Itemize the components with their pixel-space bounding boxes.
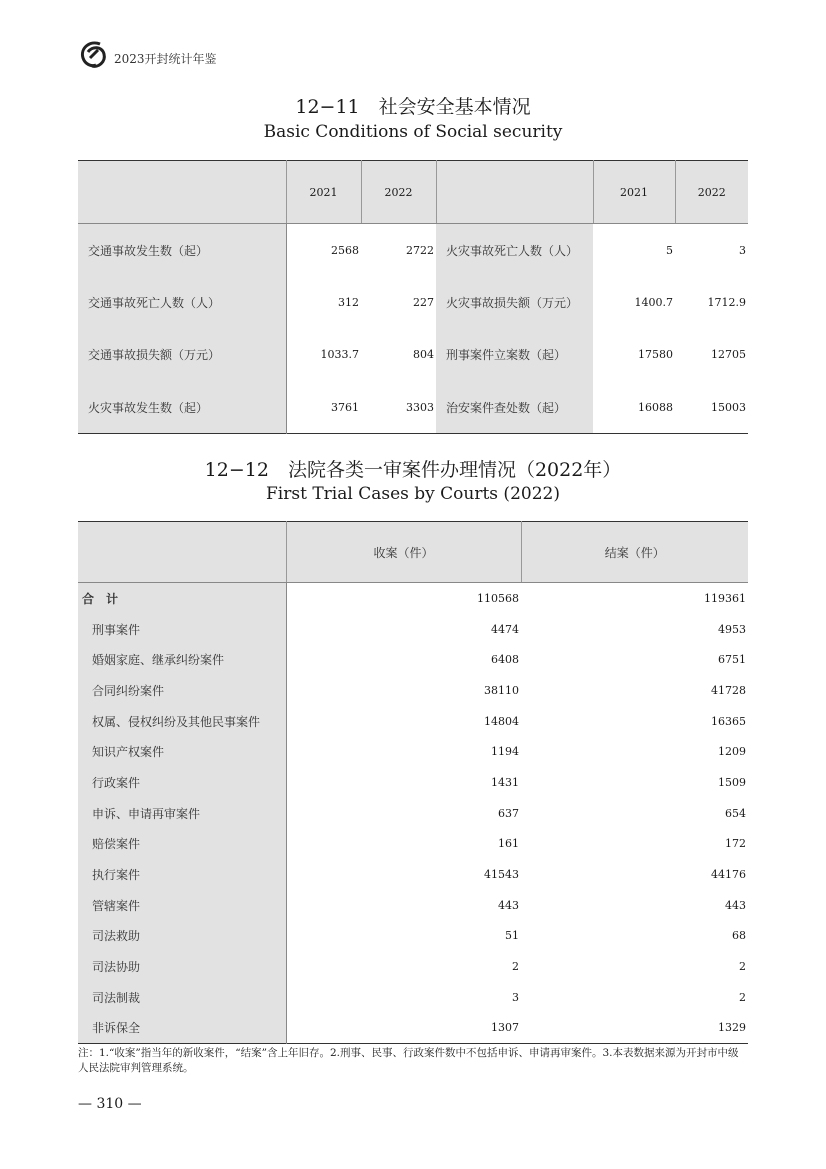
cell-value: 44176: [711, 868, 746, 882]
table1-header-year: 2021: [286, 161, 361, 224]
cell-value: 1307: [286, 1013, 521, 1044]
cell-value: 1329: [718, 1021, 746, 1035]
court-cases-table: [78, 521, 748, 1044]
cell-value: 17580: [638, 348, 673, 361]
cell-value: 2: [286, 951, 521, 982]
book-title: 2023开封统计年鉴: [114, 52, 217, 66]
cell-value: 443: [286, 890, 521, 921]
row-label: 非诉保全: [78, 1013, 286, 1044]
row-label: 司法协助: [78, 951, 286, 982]
row-label: 管辖案件: [78, 890, 286, 921]
table-row: [78, 328, 748, 382]
cell-value: 4474: [286, 614, 521, 645]
cell-value: 16365: [711, 714, 746, 728]
cell-value: 6408: [286, 644, 521, 675]
cell-value: 2568: [286, 224, 361, 278]
cell-value: 172: [725, 837, 746, 851]
row-label: 交通事故死亡人数（人）: [78, 278, 286, 328]
row-label: 申诉、申请再审案件: [78, 798, 286, 829]
table-row: [78, 278, 748, 328]
table-row: [78, 829, 748, 860]
cell-value: 804: [413, 348, 434, 361]
table-row: [78, 614, 748, 645]
row-label: 婚姻家庭、继承纠纷案件: [78, 644, 286, 675]
table-row: [78, 706, 748, 737]
cell-value: 312: [286, 278, 361, 328]
cell-value: 41728: [711, 683, 746, 697]
table-row: [78, 1013, 748, 1044]
cell-value: 637: [286, 798, 521, 829]
cell-value: 38110: [286, 675, 521, 706]
table2-en-title: First Trial Cases by Courts (2022): [266, 484, 560, 504]
table-row: [78, 767, 748, 798]
page-header: [78, 40, 378, 74]
row-label: 火灾事故死亡人数（人）: [436, 224, 593, 278]
table-row: [78, 951, 748, 982]
cell-value: 1400.7: [634, 296, 673, 309]
cell-value: 1194: [286, 736, 521, 767]
cell-value: 16088: [638, 400, 673, 414]
row-label: 合 计: [78, 583, 286, 614]
cell-value: 6751: [718, 653, 746, 667]
table2-cn-title: 12−12 法院各类一审案件办理情况（2022年）: [204, 459, 622, 481]
row-label: 司法救助: [78, 921, 286, 952]
cell-value: 3303: [406, 400, 434, 414]
cell-value: 443: [725, 898, 746, 912]
row-label: 火灾事故发生数（起）: [78, 382, 286, 434]
table2-header-received: 收案（件）: [286, 522, 521, 583]
row-label: 合同纠纷案件: [78, 675, 286, 706]
cell-value: 3761: [286, 382, 361, 434]
table1-header-year: 2021: [593, 161, 675, 224]
cell-value: 227: [413, 296, 434, 309]
table-row: [78, 798, 748, 829]
cell-value: 1431: [286, 767, 521, 798]
yearbook-logo-icon: [78, 40, 108, 70]
row-label: 火灾事故损失额（万元）: [436, 278, 593, 328]
cell-value: 3: [739, 244, 746, 258]
table-row: [78, 982, 748, 1013]
table-row: [78, 859, 748, 890]
table1-header-blank-left: [78, 161, 286, 224]
table2-header-closed: 结案（件）: [521, 522, 748, 583]
cell-value: 119361: [704, 591, 746, 605]
cell-value: 1033.7: [286, 328, 361, 382]
cell-value: 3: [286, 982, 521, 1013]
cell-value: 4953: [718, 622, 746, 636]
row-label: 刑事案件: [78, 614, 286, 645]
cell-value: 161: [286, 829, 521, 860]
table-row: [78, 675, 748, 706]
cell-value: 2722: [406, 244, 434, 258]
page-number: — 310 —: [78, 1096, 142, 1112]
table-row: [78, 921, 748, 952]
cell-value: 15003: [711, 400, 746, 414]
row-label: 权属、侵权纠纷及其他民事案件: [78, 706, 286, 737]
cell-value: 12705: [711, 348, 746, 361]
table1-header-year: 2022: [361, 161, 436, 224]
social-security-table: [78, 160, 748, 434]
cell-value: 1509: [718, 775, 746, 789]
table-footnote: 注：1.“收案”指当年的新收案件，“结案”含上年旧存。2.刑事、民事、行政案件数中不包括申诉、申请再审案件。3.本表数据来源为开封市中级人民法院审判管理系统。: [78, 1047, 739, 1074]
row-label: 执行案件: [78, 859, 286, 890]
row-label: 行政案件: [78, 767, 286, 798]
cell-value: 654: [725, 806, 746, 820]
table2-header-blank: [78, 522, 286, 583]
cell-value: 51: [286, 921, 521, 952]
table-row: [78, 224, 748, 278]
cell-value: 2: [739, 990, 746, 1004]
table-row-total: [78, 583, 748, 614]
cell-value: 2: [739, 960, 746, 974]
row-label: 交通事故损失额（万元）: [78, 328, 286, 382]
cell-value: 5: [666, 244, 673, 258]
cell-value: 41543: [286, 859, 521, 890]
cell-value: 68: [732, 929, 746, 943]
row-label: 刑事案件立案数（起）: [436, 328, 593, 382]
table1-cn-title: 12−11 社会安全基本情况: [295, 96, 531, 118]
table-row: [78, 736, 748, 767]
cell-value: 110568: [286, 583, 521, 614]
cell-value: 1712.9: [707, 296, 746, 309]
row-label: 治安案件查处数（起）: [436, 382, 593, 434]
table1-header-year: 2022: [675, 161, 748, 224]
table-row: [78, 382, 748, 434]
row-label: 交通事故发生数（起）: [78, 224, 286, 278]
row-label: 赔偿案件: [78, 829, 286, 860]
table-row: [78, 890, 748, 921]
table1-en-title: Basic Conditions of Social security: [263, 122, 563, 142]
row-label: 知识产权案件: [78, 736, 286, 767]
table-row: [78, 644, 748, 675]
cell-value: 14804: [286, 706, 521, 737]
cell-value: 1209: [718, 745, 746, 759]
row-label: 司法制裁: [78, 982, 286, 1013]
table1-header-blank-right: [436, 161, 593, 224]
